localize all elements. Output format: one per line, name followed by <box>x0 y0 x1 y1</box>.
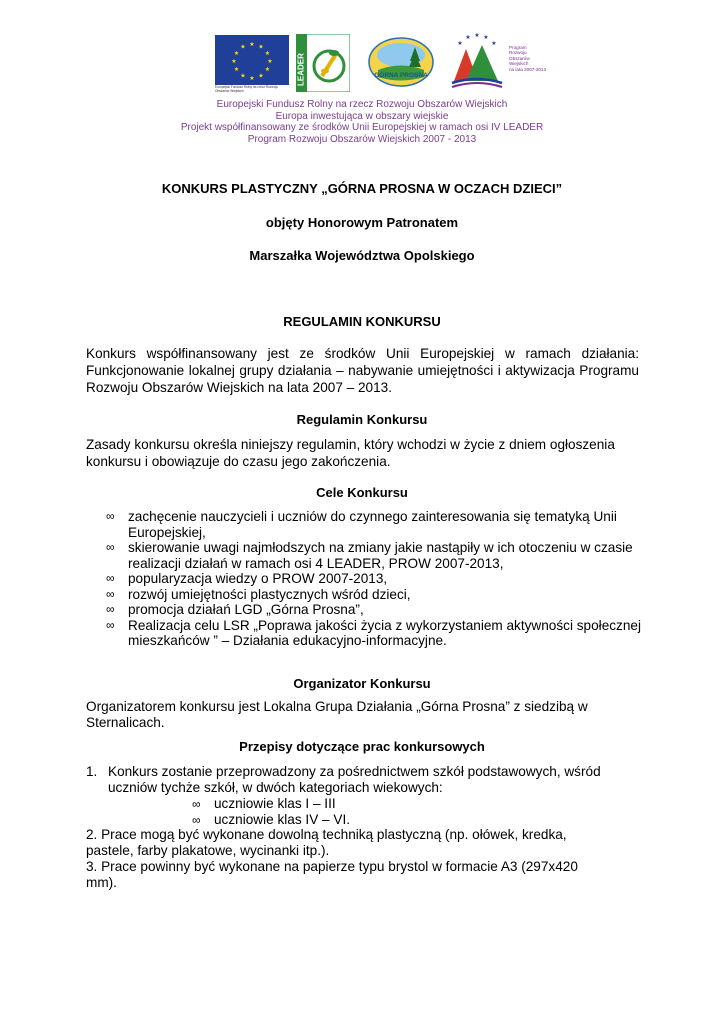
goals-list <box>106 509 646 649</box>
list-item: ∞ skierowanie uwagi najmłodszych na zmiany jakie nastąpiły w ich otoczeniu w czasie realizacji działań w ramach osi 4 LEADER, PROW 2007-2013, <box>106 540 633 571</box>
rule-1: 1. Konkurs zostanie przeprowadzony za pośrednictwem szkół podstawowych, wśród uczniów tychże szkół, w dwóch kategoriach wiekowych: <box>86 764 601 795</box>
svg-text:★: ★ <box>465 34 471 41</box>
list-item: ∞ popularyzacja wiedzy o PROW 2007-2013, <box>106 571 388 586</box>
list-item: ∞ promocja działań LGD „Górna Prosna”, <box>106 602 364 617</box>
bullet-icon: ∞ <box>106 586 115 601</box>
rule-3: 3. Prace powinny być wykonane na papierze typu brystol w formacie A3 (297x420 mm). <box>86 859 578 890</box>
fund-line: Program Rozwoju Obszarów Wiejskich 2007 - 2013 <box>247 134 477 146</box>
heading-organizator: Organizator Konkursu <box>293 676 431 691</box>
regulamin-paragraph: Zasady konkursu określa niniejszy regulamin, który wchodzi w życie z dniem ogłoszenia konkursu i obowiązuje do czasu jego zakończenia. <box>86 437 615 470</box>
gorna-prosna-logo <box>368 37 434 87</box>
list-item: ∞ zachęcenie nauczycieli i uczniów do czynnego zainteresowania się tematyką Unii Europejskiej, <box>106 509 617 540</box>
heading-cele: Cele Konkursu <box>316 485 408 500</box>
svg-text:★: ★ <box>483 34 489 41</box>
leader-logo <box>296 34 350 92</box>
svg-text:★: ★ <box>233 50 240 57</box>
svg-text:★: ★ <box>264 50 271 57</box>
regulations-title: REGULAMIN KONKURSU <box>283 314 441 329</box>
logo-band <box>178 27 547 93</box>
bullet-icon: ∞ <box>106 617 115 632</box>
svg-text:★: ★ <box>233 66 240 73</box>
svg-text:★: ★ <box>267 58 273 65</box>
bullet-icon: ∞ <box>106 602 115 616</box>
organizator-paragraph: Organizatorem konkursu jest Lokalna Grupa Działania „Górna Prosna” z siedzibą w Sternalicach. <box>86 699 588 730</box>
fund-line: Europejski Fundusz Rolny na rzecz Rozwoju Obszarów Wiejskich <box>216 99 508 110</box>
bullet-icon: ∞ <box>106 540 115 554</box>
prosna-label: GÓRNA PROSNA <box>374 72 428 79</box>
patron-name: Marszałka Województwa Opolskiego <box>249 248 475 263</box>
svg-text:★: ★ <box>258 72 264 80</box>
heading-regulamin: Regulamin Konkursu <box>296 412 428 427</box>
leader-label: LEADER <box>296 53 306 86</box>
svg-text:★: ★ <box>264 66 271 73</box>
svg-text:★: ★ <box>474 32 480 39</box>
bullet-icon: ∞ <box>106 571 115 585</box>
list-item: ∞ Realizacja celu LSR „Poprawa jakości życia z wykorzystaniem aktywności społecznej mieszkańców ” – Działania edukacyjno-informacyjne. <box>106 617 641 648</box>
fund-line: Projekt współfinansowany ze środków Unii Europejskiej w ramach osi IV LEADER <box>180 122 544 134</box>
rule-2: 2. Prace mogą być wykonane dowolną techniką plastyczną (np. ołówek, kredka, pastele, farby plakatowe, wycinanki itp.). <box>86 827 567 858</box>
svg-text:★: ★ <box>249 75 255 82</box>
list-item: ∞ uczniowie klas I – III <box>192 796 336 811</box>
prow-text: Program Rozwoju Obszarów Wiejskich na lata 2007-2013 <box>509 45 547 72</box>
bullet-icon: ∞ <box>106 509 115 523</box>
competition-title: KONKURS PLASTYCZNY „GÓRNA PROSNA W OCZACH DZIECI” <box>161 181 563 196</box>
funding-statement <box>0 99 724 146</box>
svg-text:★: ★ <box>240 43 246 51</box>
svg-text:★: ★ <box>258 43 264 51</box>
list-item: ∞ uczniowie klas IV – VI. <box>192 812 350 827</box>
svg-text:★: ★ <box>231 58 237 65</box>
svg-text:★: ★ <box>491 40 497 47</box>
svg-text:★: ★ <box>457 40 463 47</box>
svg-text:★: ★ <box>240 72 246 80</box>
bullet-icon: ∞ <box>192 797 201 811</box>
intro-paragraph: Konkurs współfinansowany jest ze środków Unii Europejskiej w ramach działania: Funkcjonowanie lokalnej grupy działania – nabywanie umiejętności i aktywizacja Programu Rozwoju Obszarów Wiejskich na lata 2007 – 2013. <box>86 346 639 396</box>
prow-logo <box>446 31 508 89</box>
eu-flag-logo <box>215 35 289 85</box>
bullet-icon: ∞ <box>192 813 201 827</box>
fund-line: Europa inwestująca w obszary wiejskie <box>275 110 449 122</box>
patronage-line: objęty Honorowym Patronatem <box>265 215 459 230</box>
heading-przepisy: Przepisy dotyczące prac konkursowych <box>239 739 485 754</box>
svg-text:★: ★ <box>249 41 255 48</box>
eu-caption: Europejski Fundusz Rolny na rzecz Rozwoju Obszarów Wiejskich <box>215 85 279 93</box>
age-categories-list <box>192 796 350 828</box>
list-item: ∞ rozwój umiejętności plastycznych wśród dzieci, <box>106 586 411 602</box>
